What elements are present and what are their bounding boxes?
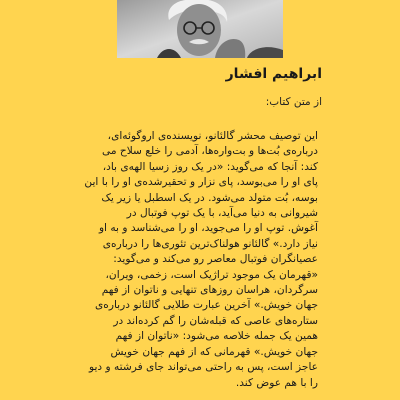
excerpt-line: را با هم عوض کند. xyxy=(235,376,318,389)
excerpt-line: بوسه، بُت متولد می‌شود. در یک اسطبل یا زیر یک xyxy=(101,191,318,204)
excerpt-line: ستاره‌های عاصی که قبله‌شان را گم کرده‌اند در xyxy=(113,314,318,327)
excerpt-line: جهان خویش.» قهرمانی که از فهم جهان خویش xyxy=(110,345,318,358)
excerpt-line: پای او را می‌بوسد، پای نزار و تحقیرشده‌ی او را با این xyxy=(84,176,318,189)
excerpt-line: شیروانی به دنیا می‌آید، با یک توپ فوتبال در xyxy=(126,207,318,220)
author-name: ابراهیم افشار xyxy=(225,66,322,82)
excerpt-line: این توصیف محشر گالئانو، نویسنده‌ی اروگوئه‌ای، xyxy=(107,130,318,142)
excerpt-line: عصیانگران فوتبال معاصر رو می‌کند و می‌گوید: xyxy=(113,253,318,266)
excerpt-line: کند: آنجا که می‌گوید: «در یک روز زسیا الهه‌ی باد، xyxy=(102,160,318,173)
excerpt-line: نیاز دارد.» گالئانو هولناک‌ترین تئوری‌ها را درباره‌ی xyxy=(102,237,318,250)
book-excerpt xyxy=(84,129,318,391)
excerpt-line: همین یک جمله خلاصه می‌شود: «ناتوان از فهم xyxy=(115,330,318,343)
excerpt-line: «قهرمان یک موجود تراژیک است، زخمی، ویران، xyxy=(105,268,318,281)
excerpt-line: سرگردان، هراسان روزهای تنهایی و ناتوان از فهم xyxy=(101,284,318,297)
section-label: از متن کتاب: xyxy=(265,96,322,108)
excerpt-line: آغوش. توپ او را می‌جوید، او را می‌شناسد و به او xyxy=(98,222,318,235)
excerpt-line: درباره‌ی بُت‌ها و بت‌واره‌ها، آدمی را خلع سلاح می xyxy=(102,145,318,158)
excerpt-line: عاجز است، پس به راحتی می‌تواند جای فرشته و دیو xyxy=(89,361,318,374)
author-photo xyxy=(117,0,283,58)
excerpt-line: جهان خویش.» آخرین عبارت طلایی گالئانو درباره‌ی xyxy=(95,299,318,312)
